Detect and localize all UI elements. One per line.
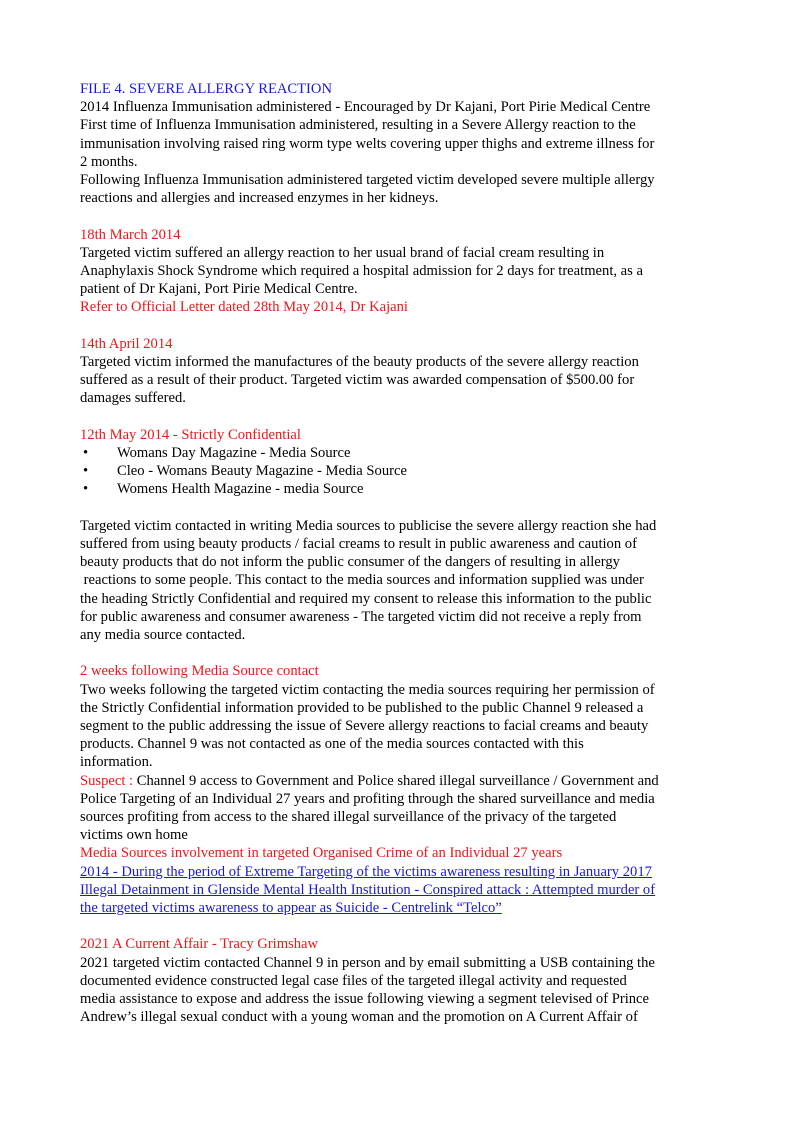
section-heading: 2021 A Current Affair - Tracy Grimshaw — [80, 936, 319, 953]
intro-line: reactions and allergies and increased enzymes in her kidneys. — [80, 190, 439, 207]
body-line: Two weeks following the targeted victim contacting the media sources requiring her permission of — [80, 681, 655, 698]
case-file-link[interactable]: 2014 - During the period of Extreme Targeting of the victims awareness resulting in January 2017 — [80, 863, 652, 880]
suspect-text: Channel 9 access to Government and Police shared illegal surveillance / Government and — [133, 772, 659, 789]
body-line: Targeted victim suffered an allergy reaction to her usual brand of facial cream resulting in — [80, 244, 605, 261]
section-media-source-contact — [80, 662, 720, 917]
body-line: patient of Dr Kajani, Port Pirie Medical Centre. — [80, 281, 358, 298]
body-line: segment to the public addressing the issue of Severe allergy reactions to facial creams and beauty — [80, 718, 649, 735]
body-line: beauty products that do not inform the public consumer of the dangers of resulting in allergy — [80, 554, 620, 571]
body-line: Police Targeting of an Individual 27 years and profiting through the shared surveillance and media — [80, 790, 655, 807]
bullet-icon: • — [83, 481, 89, 498]
case-file-link[interactable]: the targeted victims awareness to appear as Suicide - Centrelink “Telco” — [80, 900, 502, 917]
intro-line: First time of Influenza Immunisation administered, resulting in a Severe Allergy reaction to the — [80, 117, 636, 134]
media-source-list — [80, 444, 720, 499]
body-line: sources profiting from access to the shared illegal surveillance of the privacy of the targeted — [80, 809, 617, 826]
body-line: media assistance to expose and address the issue following viewing a segment televised of Prince — [80, 991, 650, 1008]
suspect-line — [80, 772, 720, 790]
section-heading: 12th May 2014 - Strictly Confidential — [80, 426, 301, 443]
bullet-icon: • — [83, 463, 89, 480]
body-line: Targeted victim contacted in writing Media sources to publicise the severe allergy reaction she had — [80, 517, 657, 534]
reference-note: Refer to Official Letter dated 28th May 2014, Dr Kajani — [80, 299, 408, 316]
body-line: products. Channel 9 was not contacted as one of the media sources contacted with this — [80, 736, 584, 753]
suspect-label: Suspect : — [80, 772, 134, 789]
body-line: damages suffered. — [80, 390, 186, 407]
body-line: Targeted victim informed the manufactures of the beauty products of the severe allergy reaction — [80, 354, 639, 371]
media-involvement-line: Media Sources involvement in targeted Organised Crime of an Individual 27 years — [80, 845, 563, 862]
section-14-april-2014 — [80, 335, 720, 408]
list-item-text: Womens Health Magazine - media Source — [117, 481, 364, 498]
body-line: suffered as a result of their product. Targeted victim was awarded compensation of $500.00 for — [80, 372, 635, 389]
intro-line: 2014 Influenza Immunisation administered - Encouraged by Dr Kajani, Port Pirie Medical Centre — [80, 99, 651, 116]
body-line: suffered from using beauty products / facial creams to result in public awareness and caution of — [80, 536, 637, 553]
intro-line: immunisation involving raised ring worm type welts covering upper thighs and extreme illness for — [80, 135, 655, 152]
file-title: FILE 4. SEVERE ALLERGY REACTION — [80, 81, 332, 97]
bullet-icon: • — [83, 445, 89, 462]
section-18-march-2014 — [80, 226, 720, 317]
body-line: the heading Strictly Confidential and required my consent to release this information to the public — [80, 590, 652, 607]
body-line: for public awareness and consumer awareness - The targeted victim did not receive a reply from — [80, 608, 642, 625]
body-line: information. — [80, 754, 153, 771]
section-12-may-2014 — [80, 426, 720, 644]
list-item — [80, 462, 720, 480]
section-heading: 18th March 2014 — [80, 226, 181, 243]
list-item-text: Womans Day Magazine - Media Source — [117, 445, 351, 462]
intro-line: Following Influenza Immunisation administered targeted victim developed severe multiple allergy — [80, 172, 655, 189]
list-item-text: Cleo - Womans Beauty Magazine - Media Source — [117, 463, 407, 480]
list-item — [80, 444, 720, 462]
intro-section — [80, 80, 720, 207]
body-line: 2021 targeted victim contacted Channel 9 in person and by email submitting a USB containing the — [80, 954, 655, 971]
body-line: victims own home — [80, 827, 188, 844]
section-heading: 2 weeks following Media Source contact — [80, 663, 319, 680]
body-line: any media source contacted. — [80, 627, 246, 644]
list-item — [80, 480, 720, 498]
body-line: Anaphylaxis Shock Syndrome which required a hospital admission for 2 days for treatment, as a — [80, 263, 643, 280]
section-2021-current-affair — [80, 935, 720, 1026]
body-line: the Strictly Confidential information provided to be published to the public Channel 9 released a — [80, 699, 644, 716]
section-heading: 14th April 2014 — [80, 335, 173, 352]
document-page — [80, 80, 720, 1026]
body-line: Andrew’s illegal sexual conduct with a young woman and the promotion on A Current Affair of — [80, 1009, 638, 1026]
body-line: documented evidence constructed legal case files of the targeted illegal activity and requested — [80, 972, 627, 989]
intro-line: 2 months. — [80, 153, 138, 170]
body-line: reactions to some people. This contact to the media sources and information supplied was under — [80, 572, 644, 589]
case-file-link[interactable]: Illegal Detainment in Glenside Mental Health Institution - Conspired attack : Attempted murder of — [80, 881, 656, 898]
